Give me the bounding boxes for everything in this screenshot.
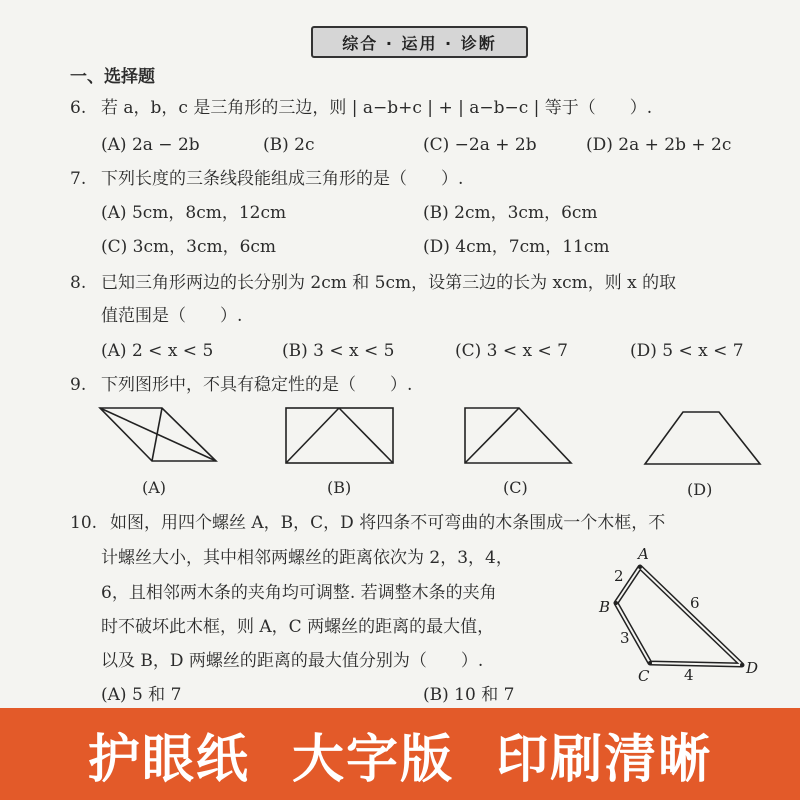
q9-stem: 下列图形中，不具有稳定性的是（ ）. (101, 375, 413, 395)
edge-label-bc: 3 (620, 629, 630, 647)
q8-stem-line1: 已知三角形两边的长分别为 2cm 和 5cm，设第三边的长为 xcm，则 x 的取 (101, 273, 677, 293)
q8-stem-line2: 值范围是（ ）. (101, 306, 243, 326)
q10-line-4: 时不破坏此木框，则 A，C 两螺丝的距离的最大值， (101, 617, 495, 637)
q9-figure-c (463, 407, 573, 465)
q6-option-b[interactable]: (B) 2c (263, 135, 315, 155)
q7-option-a[interactable]: (A) 5cm，8cm，12cm (101, 203, 287, 223)
q6-option-d[interactable]: (D) 2a + 2b + 2c (586, 135, 732, 155)
promo-banner (0, 708, 800, 800)
vertex-label-a: A (638, 545, 649, 563)
q8-option-b[interactable]: (B) 3 < x < 5 (282, 341, 395, 361)
q6-stem: 若 a，b，c 是三角形的三边，则 | a−b+c | + | a−b−c | 等于（ ）. (101, 98, 653, 118)
q9-label-c[interactable]: (C) (503, 478, 528, 497)
q7-option-c[interactable]: (C) 3cm，3cm，6cm (101, 237, 277, 257)
section-header: 综合 · 运用 · 诊断 (311, 26, 528, 58)
q6-option-c[interactable]: (C) −2a + 2b (423, 135, 537, 155)
q8-option-c[interactable]: (C) 3 < x < 7 (455, 341, 568, 361)
q8-number: 8. (70, 273, 87, 293)
q6-option-a[interactable]: (A) 2a − 2b (101, 135, 200, 155)
q10-line-1: 如图，用四个螺丝 A，B，C，D 将四条不可弯曲的木条围成一个木框，不 (110, 513, 666, 533)
vertex-label-d: D (746, 659, 759, 677)
q9-figure-d (643, 410, 763, 466)
q7-stem: 下列长度的三条线段能组成三角形的是（ ）. (101, 169, 464, 189)
q9-figure-a (98, 405, 218, 465)
q8-option-a[interactable]: (A) 2 < x < 5 (101, 341, 214, 361)
vertex-label-c: C (638, 667, 650, 685)
section-title: 一、选择题 (70, 67, 155, 87)
q10-wooden-frame-diagram (596, 545, 776, 685)
q9-figure-b (285, 407, 395, 465)
q10-option-a[interactable]: (A) 5 和 7 (101, 685, 182, 705)
edge-label-ab: 2 (614, 567, 624, 585)
q6-number: 6. (70, 98, 87, 118)
edge-label-cd: 4 (684, 666, 694, 684)
edge-label-ad: 6 (690, 594, 700, 612)
vertex-label-b: B (599, 598, 611, 616)
q9-label-a[interactable]: (A) (142, 478, 167, 497)
q9-label-d[interactable]: (D) (687, 480, 713, 499)
q9-label-b[interactable]: (B) (327, 478, 352, 497)
q7-option-d[interactable]: (D) 4cm，7cm，11cm (423, 237, 610, 257)
promo-banner-text: 护眼纸 大字版 印刷清晰 (87, 729, 713, 790)
q10-line-5: 以及 B，D 两螺丝的距离的最大值分别为（ ）. (101, 651, 484, 671)
q8-option-d[interactable]: (D) 5 < x < 7 (630, 341, 744, 361)
q9-number: 9. (70, 375, 87, 395)
q10-line-2: 计螺丝大小，其中相邻两螺丝的距离依次为 2，3，4， (101, 548, 513, 568)
q7-option-b[interactable]: (B) 2cm，3cm，6cm (423, 203, 598, 223)
q10-line-3: 6，且相邻两木条的夹角均可调整. 若调整木条的夹角 (101, 583, 497, 603)
q7-number: 7. (70, 169, 87, 189)
q10-number: 10. (70, 513, 98, 533)
q10-option-b[interactable]: (B) 10 和 7 (423, 685, 515, 705)
